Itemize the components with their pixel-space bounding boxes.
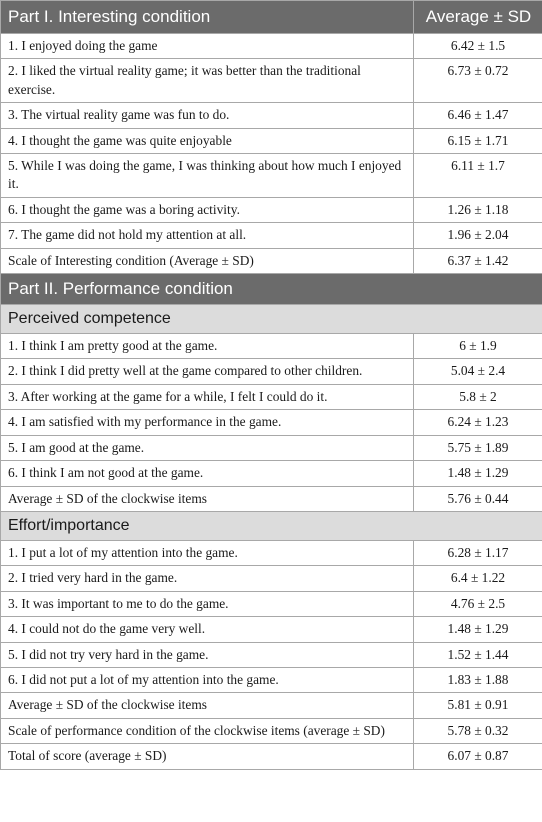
item-value: 4.76 ± 2.5 [414,591,542,616]
table-row [1,197,542,222]
item-value: 1.52 ± 1.44 [414,642,542,667]
item-text: 2. I liked the virtual reality game; it was better than the traditional exercise. [1,59,414,103]
item-value: 5.76 ± 0.44 [414,486,542,511]
value-column-header: Average ± SD [414,1,542,34]
table-row [1,103,542,128]
scale-row [1,248,542,273]
summary-row [1,486,542,511]
item-text: 5. While I was doing the game, I was thinking about how much I enjoyed it. [1,154,414,198]
table-row [1,154,542,198]
item-text: 2. I think I did pretty well at the game compared to other children. [1,359,414,384]
table-row [1,359,542,384]
total-row [1,744,542,769]
table-row [1,617,542,642]
item-text: Scale of performance condition of the clockwise items (average ± SD) [1,718,414,743]
part1-title: Part I. Interesting condition [1,1,414,34]
item-value: 5.75 ± 1.89 [414,435,542,460]
item-text: Scale of Interesting condition (Average ± SD) [1,248,414,273]
table-row [1,59,542,103]
part1-body [1,34,542,274]
item-value: 6.42 ± 1.5 [414,34,542,59]
item-value: 5.78 ± 0.32 [414,718,542,743]
table-row [1,34,542,59]
table-row [1,642,542,667]
item-text: 1. I enjoyed doing the game [1,34,414,59]
item-text: 3. After working at the game for a while, I felt I could do it. [1,384,414,409]
effort-title: Effort/importance [1,511,542,540]
table-row [1,591,542,616]
table-row [1,223,542,248]
item-text: Average ± SD of the clockwise items [1,486,414,511]
item-text: 3. It was important to me to do the game. [1,591,414,616]
item-value: 5.81 ± 0.91 [414,693,542,718]
section-row [1,274,542,305]
part2-body [1,274,542,770]
competence-title: Perceived competence [1,305,542,334]
item-value: 6.07 ± 0.87 [414,744,542,769]
item-text: Total of score (average ± SD) [1,744,414,769]
subsection-row [1,305,542,334]
table-row [1,334,542,359]
scale-row [1,718,542,743]
item-value: 6.11 ± 1.7 [414,154,542,198]
summary-row [1,693,542,718]
item-text: 1. I think I am pretty good at the game. [1,334,414,359]
item-text: Average ± SD of the clockwise items [1,693,414,718]
item-text: 2. I tried very hard in the game. [1,566,414,591]
table-row [1,566,542,591]
item-text: 5. I am good at the game. [1,435,414,460]
item-value: 5.04 ± 2.4 [414,359,542,384]
table-row [1,540,542,565]
table-row [1,384,542,409]
item-value: 6.15 ± 1.71 [414,128,542,153]
item-text: 3. The virtual reality game was fun to do. [1,103,414,128]
part2-title: Part II. Performance condition [1,274,542,305]
table-row [1,410,542,435]
item-text: 5. I did not try very hard in the game. [1,642,414,667]
item-text: 6. I think I am not good at the game. [1,461,414,486]
item-value: 1.48 ± 1.29 [414,461,542,486]
item-text: 7. The game did not hold my attention at all. [1,223,414,248]
item-value: 6.24 ± 1.23 [414,410,542,435]
table-row [1,128,542,153]
item-value: 6.73 ± 0.72 [414,59,542,103]
item-value: 1.26 ± 1.18 [414,197,542,222]
item-text: 4. I could not do the game very well. [1,617,414,642]
item-value: 6 ± 1.9 [414,334,542,359]
item-value: 1.48 ± 1.29 [414,617,542,642]
item-value: 1.83 ± 1.88 [414,667,542,692]
item-text: 1. I put a lot of my attention into the game. [1,540,414,565]
item-value: 6.46 ± 1.47 [414,103,542,128]
item-text: 4. I am satisfied with my performance in the game. [1,410,414,435]
item-value: 1.96 ± 2.04 [414,223,542,248]
item-value: 6.28 ± 1.17 [414,540,542,565]
subsection-row [1,511,542,540]
item-value: 5.8 ± 2 [414,384,542,409]
table-row [1,461,542,486]
table-row [1,435,542,460]
header-row [1,1,542,34]
item-text: 6. I thought the game was a boring activity. [1,197,414,222]
item-text: 6. I did not put a lot of my attention into the game. [1,667,414,692]
item-value: 6.4 ± 1.22 [414,566,542,591]
item-text: 4. I thought the game was quite enjoyable [1,128,414,153]
table-row [1,667,542,692]
item-value: 6.37 ± 1.42 [414,248,542,273]
